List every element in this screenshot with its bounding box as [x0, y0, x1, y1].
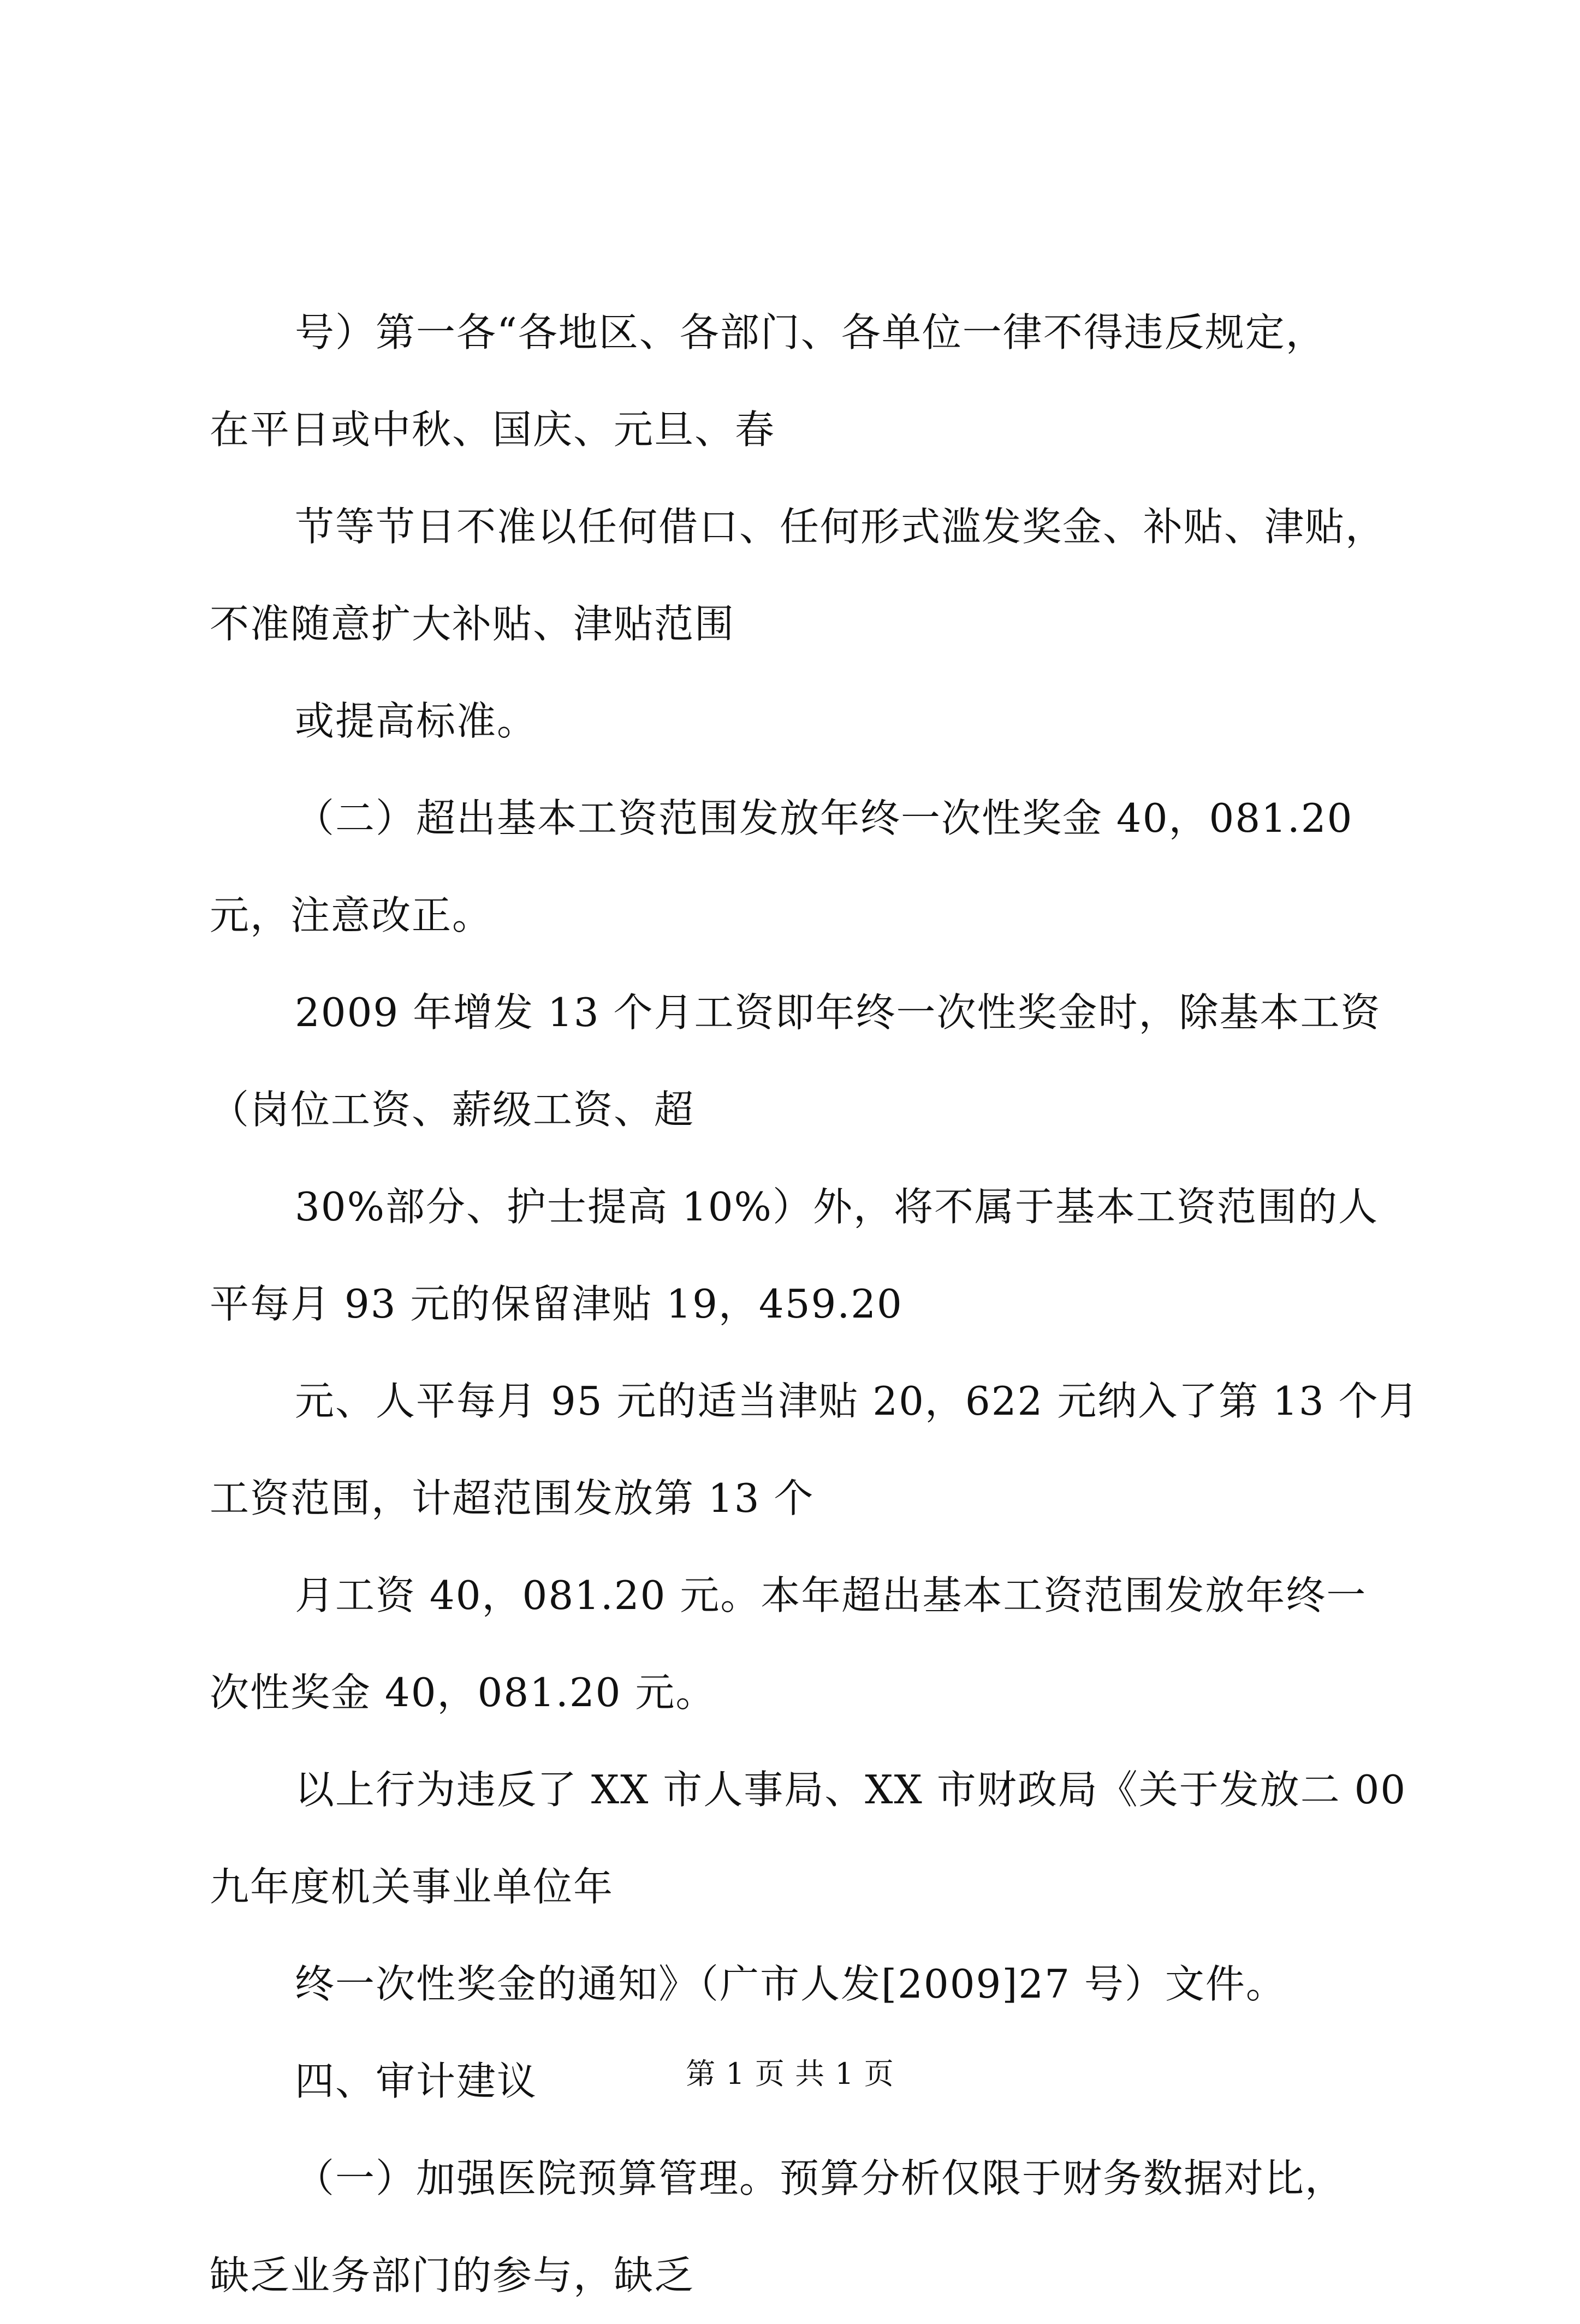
- text-line: 2009 年增发 13 个月工资即年终一次性奖金时，除基本工资: [295, 990, 1381, 1035]
- section-heading: 四、审计建议: [295, 2058, 538, 2104]
- text-line: 缺乏业务部门的参与，缺乏: [210, 2253, 695, 2298]
- text-line: 次性奖金 40，081.20 元。: [210, 1670, 716, 1715]
- text-line: 终一次性奖金的通知》（广市人发[2009]27 号）文件。: [295, 1961, 1286, 2007]
- page-footer: 第 1 页 共 1 页: [686, 2057, 894, 2091]
- text-line: （二）超出基本工资范围发放年终一次性奖金 40，081.20: [295, 795, 1353, 841]
- text-line: 30%部分、护士提高 10%）外，将不属于基本工资范围的人: [295, 1184, 1379, 1230]
- text-line: 或提高标准。: [295, 698, 538, 744]
- text-line: （一）加强医院预算管理。预算分析仅限于财务数据对比，: [295, 2155, 1346, 2201]
- text-line: 元、人平每月 95 元的适当津贴 20，622 元纳入了第 13 个月: [295, 1378, 1419, 1424]
- text-line: 不准随意扩大补贴、津贴范围: [210, 601, 735, 647]
- text-line: 节等节日不准以任何借口、任何形式滥发奖金、补贴、津贴，: [295, 504, 1386, 550]
- text-line: 元，注意改正。: [210, 892, 493, 938]
- text-line: 月工资 40，081.20 元。本年超出基本工资范围发放年终一: [295, 1572, 1367, 1618]
- text-line: 九年度机关事业单位年: [210, 1864, 614, 1910]
- text-line: （岗位工资、薪级工资、超: [210, 1087, 695, 1133]
- text-line: 工资范围，计超范围发放第 13 个: [210, 1475, 815, 1521]
- text-line: 以上行为违反了 XX 市人事局、XX 市财政局《关于发放二 00: [295, 1767, 1407, 1813]
- text-line: 在平日或中秋、国庆、元旦、春: [210, 407, 776, 452]
- text-line: 号）第一各“各地区、各部门、各单位一律不得违反规定，: [295, 309, 1326, 355]
- text-line: 平每月 93 元的保留津贴 19，459.20: [210, 1281, 903, 1327]
- document-body: [210, 284, 1419, 2324]
